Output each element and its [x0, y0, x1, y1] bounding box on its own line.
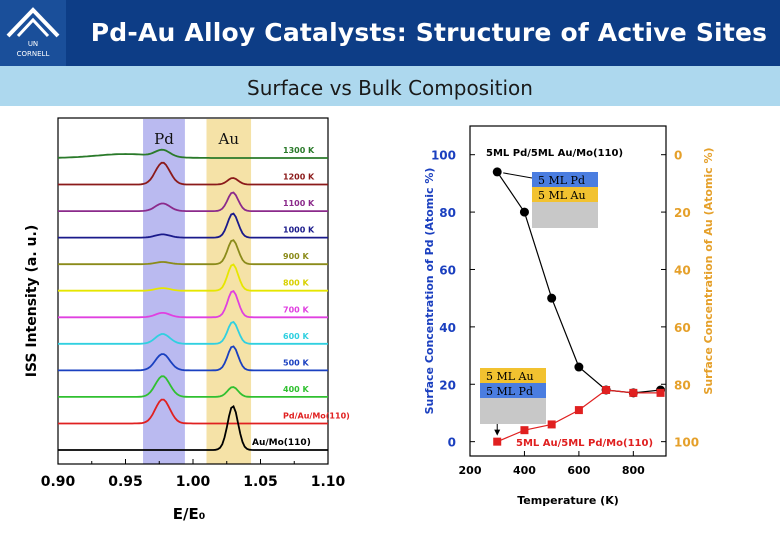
university-logo: [0, 0, 66, 66]
data-point: [574, 363, 583, 372]
y2-tick-label: 80: [674, 378, 691, 393]
spectrum-label: 700 K: [283, 305, 309, 315]
y-tick-label: 100: [430, 148, 456, 163]
y2-tick-label: 60: [674, 320, 691, 335]
y-tick-label: 0: [447, 435, 456, 450]
x-tick-label: 600: [567, 464, 591, 477]
spectrum-label: 600 K: [283, 331, 309, 341]
series-label: 5ML Pd/5ML Au/Mo(110): [486, 148, 624, 159]
y2-tick-label: 20: [674, 206, 691, 221]
data-point: [602, 386, 610, 394]
x-tick-label: 1.00: [175, 474, 211, 490]
slide-title: Pd-Au Alloy Catalysts: Structure of Active Sites: [90, 18, 768, 47]
y-tick-label: 40: [439, 320, 456, 335]
peak-band-label: Pd: [154, 130, 174, 148]
inset-bottom-label: 5 ML Pd: [486, 385, 534, 398]
logo-text-1: UN: [27, 40, 39, 48]
data-point: [493, 167, 502, 176]
inset-top-label: 5 ML Au: [486, 370, 534, 383]
spectrum-label: Pd/Au/Mo(110): [283, 411, 350, 421]
spectrum-label: 1200 K: [283, 172, 315, 182]
spectrum-label: 1300 K: [283, 146, 315, 155]
inset-bottom-label: 5 ML Au: [538, 189, 586, 202]
x-tick-label: 0.90: [40, 474, 76, 490]
x-tick-label: 0.95: [108, 474, 143, 490]
spectrum-label: 1100 K: [283, 199, 315, 209]
x-tick-label: 1.10: [310, 474, 346, 490]
y-tick-label: 20: [439, 378, 456, 393]
data-point: [520, 208, 529, 217]
y2-axis-label: Surface Concentration of Au (Atomic %): [702, 147, 715, 395]
slide-header: [0, 0, 780, 66]
iss-spectra-chart: [0, 106, 370, 540]
x-tick-label: 1.05: [243, 474, 278, 490]
y-tick-label: 60: [439, 263, 456, 278]
spectrum-label: 1000 K: [283, 225, 315, 235]
inset-arrow: [503, 173, 532, 178]
spectrum-label: Au/Mo(110): [252, 438, 311, 448]
peak-band-label: Au: [218, 130, 240, 148]
logo-text-2: CORNELL: [16, 50, 50, 58]
x-tick-label: 200: [458, 464, 482, 477]
data-point: [548, 420, 556, 428]
spectrum-label: 500 K: [283, 358, 309, 368]
data-point: [493, 438, 501, 446]
slide-subtitle: Surface vs Bulk Composition: [247, 76, 533, 100]
x-tick-label: 400: [512, 464, 536, 477]
arrowhead-icon: [494, 430, 500, 436]
y2-tick-label: 40: [674, 263, 691, 278]
y-axis-label: ISS Intensity (a. u.): [24, 224, 40, 378]
data-point: [520, 426, 528, 434]
data-point: [547, 294, 556, 303]
inset-top-label: 5 ML Pd: [538, 174, 586, 187]
series-label: 5ML Au/5ML Pd/Mo(110): [516, 438, 654, 449]
inset-substrate: [480, 398, 546, 424]
spectrum-label: 900 K: [283, 252, 309, 262]
logo-mark-icon: [0, 0, 66, 66]
spectrum-label: 400 K: [283, 384, 309, 394]
x-axis-label: Temperature (K): [517, 494, 619, 507]
surface-concentration-chart: [380, 106, 780, 540]
spectrum-label: 800 K: [283, 278, 309, 288]
y-axis-label: Surface Concentration of Pd (Atomic %): [423, 167, 436, 415]
peak-band-pd: [143, 119, 185, 464]
y-tick-label: 80: [439, 206, 456, 221]
inset-substrate: [532, 202, 598, 228]
data-point: [657, 389, 665, 397]
x-axis-label: E/E₀: [172, 505, 206, 523]
y2-tick-label: 100: [674, 435, 700, 450]
y2-tick-label: 0: [674, 148, 683, 163]
x-tick-label: 800: [621, 464, 645, 477]
data-point: [629, 389, 637, 397]
data-point: [575, 406, 583, 414]
